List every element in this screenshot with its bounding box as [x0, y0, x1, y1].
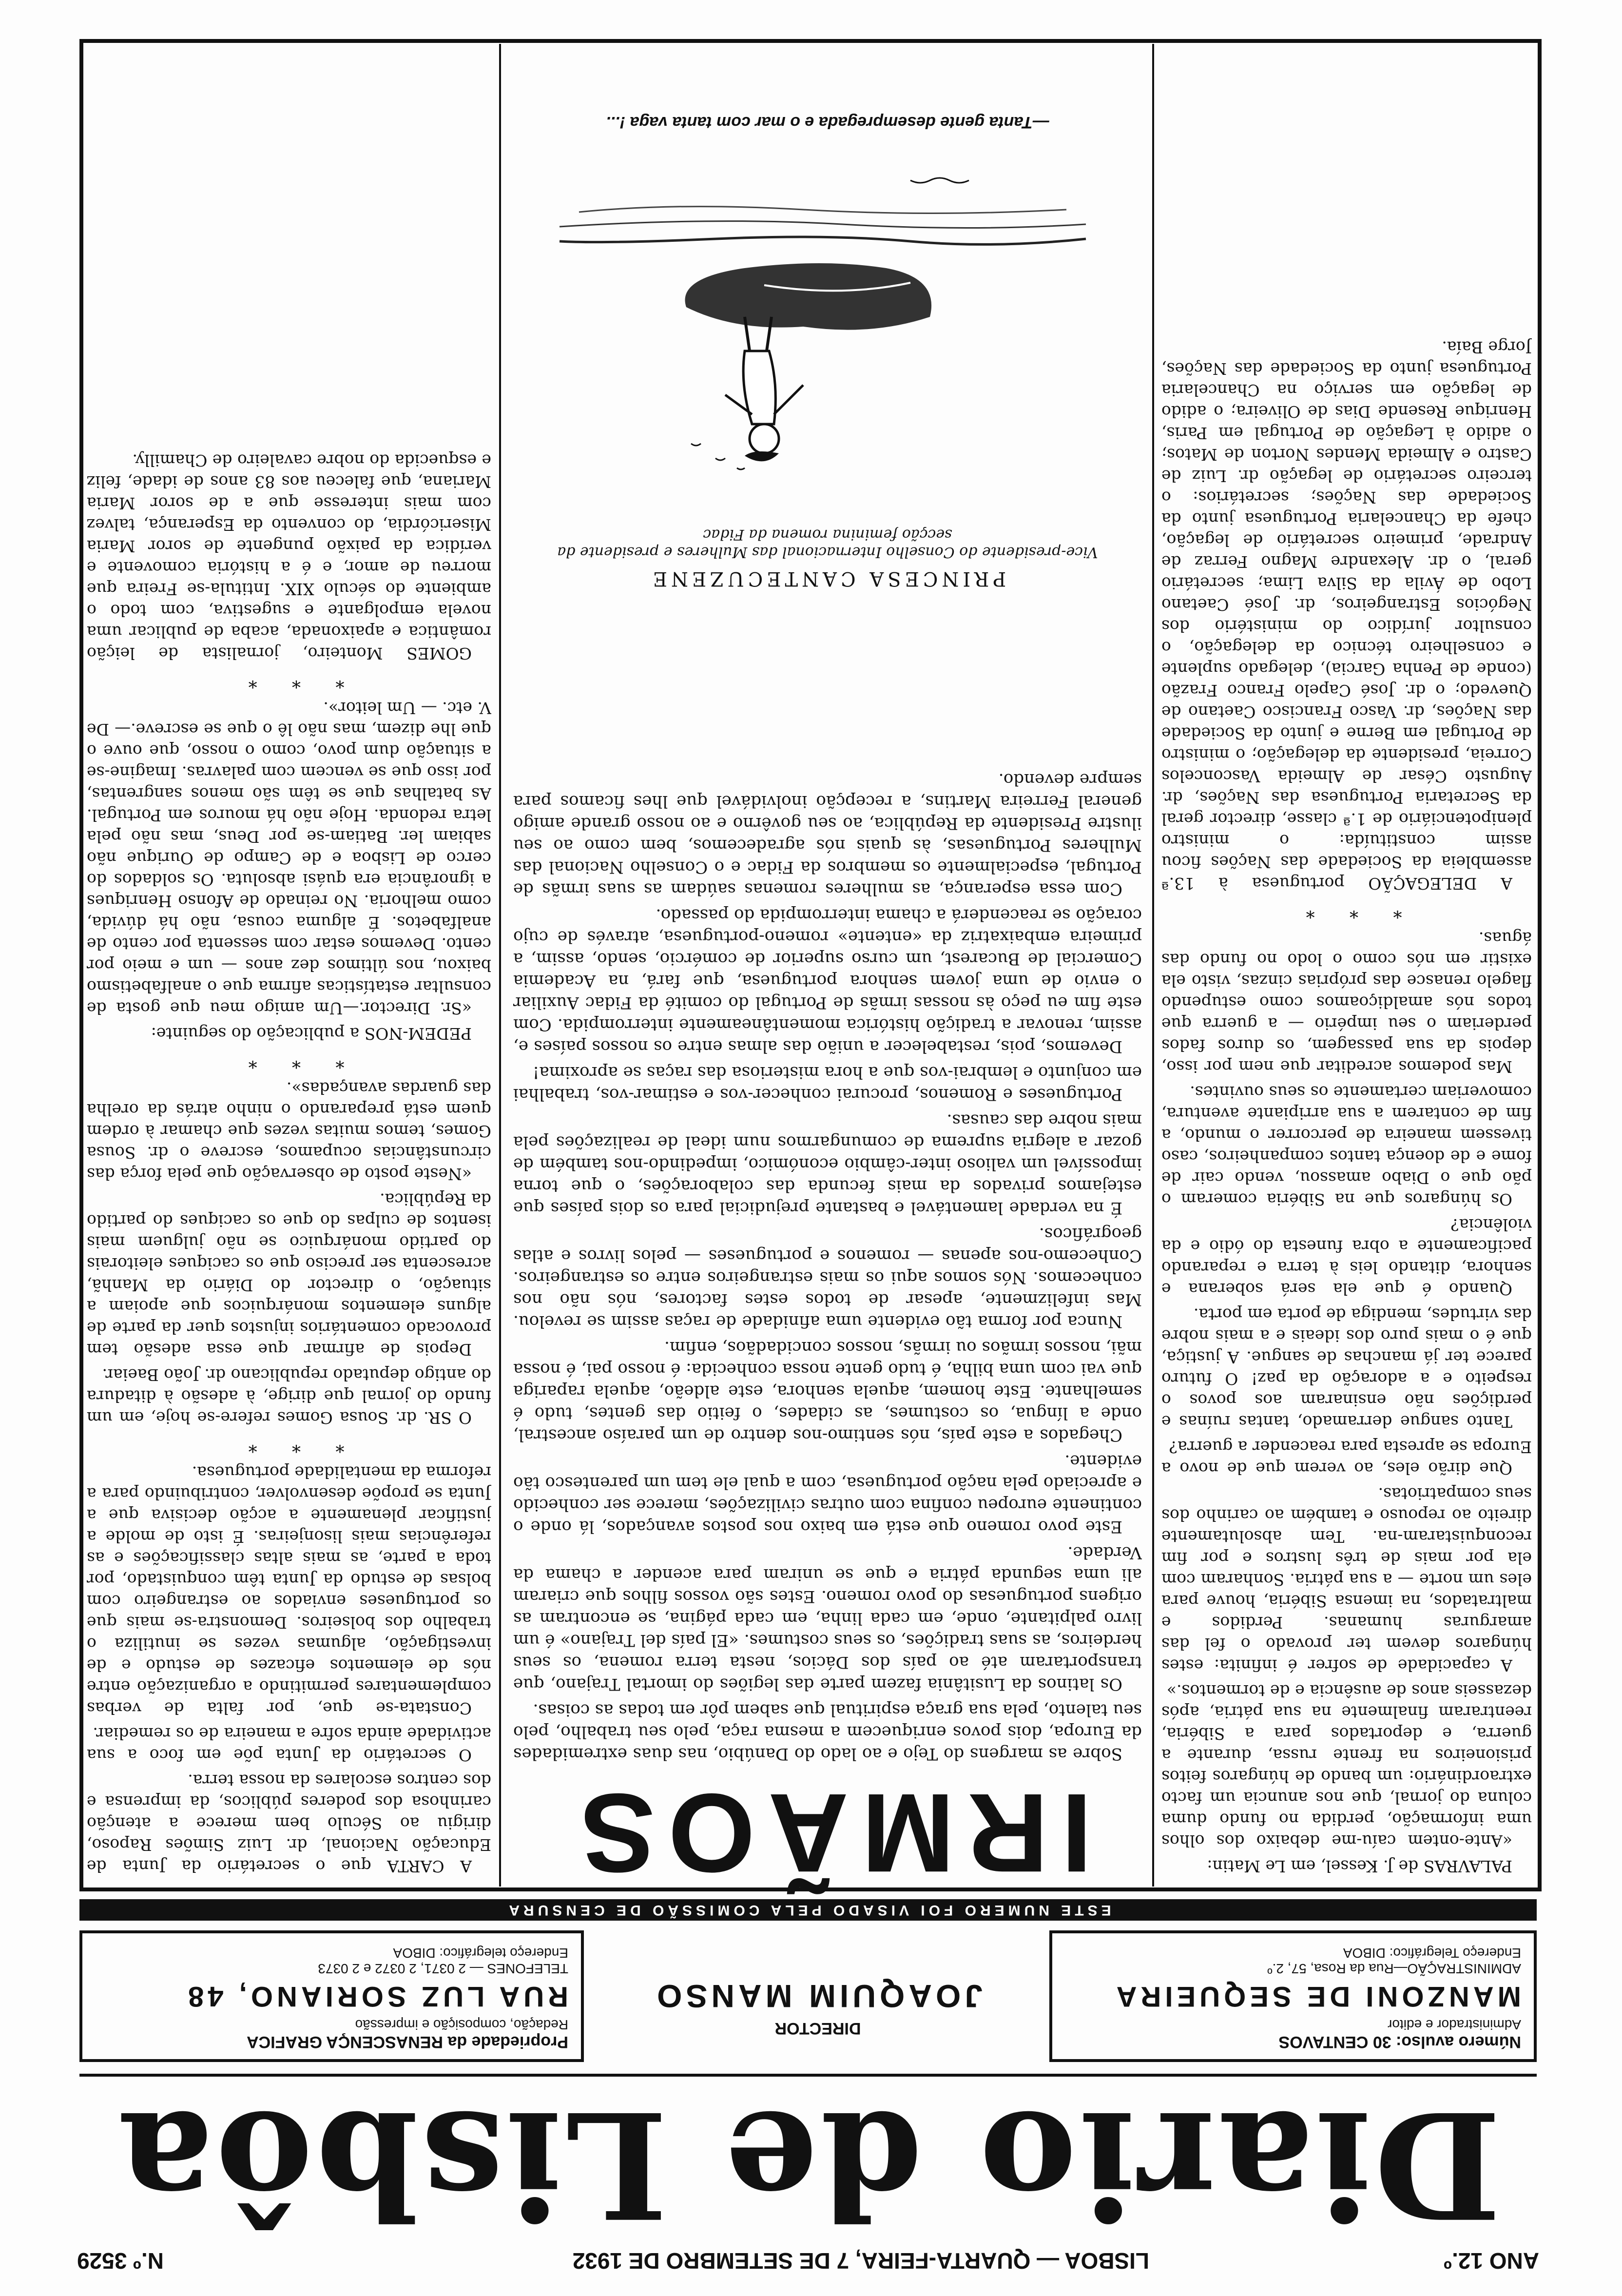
sousa-gomes-article: O SR. dr. Sousa Gomes refere-se hoje, em um fundo do jornal que dirige, à adesão à ditadura do antigo deputado republicano dr. João Baeiar.: [87, 1365, 491, 1427]
paragraph: É na verdade lamentável e bastante prejudicial para os dois países que estejamos privados da mais fecunda das colaborações, o que torna impossível um valioso inter-câmbio económico, impedindo-nos também de gozar a alegria suprema de comungarmos num ideal de realizações pela mais nobre das causas.: [513, 1110, 1142, 1218]
headline: IRMÃOS: [568, 1771, 1092, 1896]
kessel-quote: «Ante-ontem caíu-me debaixo dos olhos uma informação, perdida no fundo duma coluna do jornal, que nos anuncia um facto extraordinário: um bando de húngaros feitos prisioneiros na frente russa, durante a guerra, e deportados para a Sibéria, reentraram finalmente na sua pátria, após dezasseis anos de ausência e de tormentos.»: [1161, 1681, 1532, 1850]
director-name: JOAQUIM MANSO: [653, 1978, 983, 2014]
editor-name: MANZONI DE SEQUEIRA: [1112, 1981, 1521, 2012]
production-label: Redação, composição e impressão: [355, 2017, 568, 2032]
column-divider-right: [499, 44, 501, 1887]
paragraph: O secretário da Junta põe em foco a sua actividade ainda sofre a maneira de os remediar.: [87, 1724, 491, 1765]
book-review: GOMES Monteiro, jornalista de leição romântica e apaixonada, acaba de publicar uma novela empolgante e sugestiva, com todo o ambiente do século XIX. Intitula-se Freira que morreu de amor, e é a história comovente e verídica da paixão pungente de soror Maria Misericórdia, do convento da Esperança, talvez com mais interesse que a de soror Maria Mariana, que faleceu aos 83 anos de idade, feliz e esquecida do nobre cavaleiro de Chamilly.: [87, 451, 491, 663]
paragraph: Que dirão eles, ao verem que de novo a Europa se apresta para reacender a guerra?: [1161, 1438, 1532, 1478]
cartoon-illustration: [540, 132, 1115, 512]
paragraph: Mas podemos acreditar que nem por isso, depois da sua passagem, os duros fados perderiam o seu império — a guerra que todos nós amaldiçoamos como estupendo flagelo renasce das próprias cinzas, visto ela existir em nós como o lodo no fundo das águas.: [1161, 929, 1532, 1076]
press-address: RUA LUZ SORIANO, 48: [184, 1981, 568, 2012]
paragraph: Nunca por forma tão evidente uma afinidade de raças assim se revelou. Mas infelizmente, apesar de todos estes factores, nós não nos conhecemos. Nós somos aqui os mais estrangeiros entre os estrangeiros. Conhecemo-nos apenas — romenos e portugueses — pelos livros e atlas geográficos.: [513, 1224, 1142, 1331]
info-center-box: [599, 1930, 1037, 2062]
editor-label: Administrador e editor: [1388, 2017, 1521, 2032]
delegation-article: A DELEGAÇÃO portuguesa à 13.ª assembleia da Sociedade das Nações ficou assim constituída: o ministro plenipotenciário de 1.ª classe, director geral da Secretaria Portuguesa das Nações, dr. Augusto César de Almeida Vasconcelos Correia, presidente da delegação; o ministro de Portugal em Berne e junto da Sociedade das Nações, dr. Vasco Francisco Caetano de Quevedo; o dr. José Capelo Franco Frazão (conde de Penha Garcia), delegado suplente e conselheiro técnico da delegação, o consultor jurídico do ministério dos Negócios Estrangeiros, dr. José Caetano Lobo de Ávila da Silva Lima; secretário geral, o dr. Alexandre Magno Ferraz de Andrade, primeiro secretário de legação, chefe da Chancelaria Portuguesa junto da Sociedade das Nações; secretários: o terceiro secretário de legação dr. Luiz de Castro e Almeida Mendes Norton de Matos; o adido à Legação de Portugal em Paris, Henrique Resende Dias de Oliveira; o adido de legação em serviço na Chancelaria Portuguesa junto da Sociedade das Nações, Jorge Baía.: [1161, 338, 1532, 893]
signature-name: PRINCESA CANTECUZENE: [649, 567, 1006, 590]
paragraph: Tanto sangue derramado, tantas ruínas e perdições não ensinaram aos povos o respeito e a adoração da paz! O futuro parece ter já manchas de sangue. A justiça, que é o mais puro dos ideais e a mais nobre das virtudes, mendiga de porta em porta.: [1161, 1305, 1532, 1431]
paragraph: Quando é que ela será soberana e senhora, ditando leis à terra e reparando pacificamente a obra funesta do ódio e da violência?: [1161, 1215, 1532, 1299]
column-divider-left: [1152, 44, 1154, 1887]
admin-address: ADMINISTRAÇÃO—Rua da Rosa, 57, 2.º: [1267, 1961, 1521, 1976]
section-separator: * * *: [1291, 901, 1402, 921]
section-separator: * * *: [233, 1051, 345, 1071]
masthead-rule: [79, 2074, 1537, 2077]
paragraph: A capacidade de sofrer é infinita: estes húngaros devem ter provado o fel das amarguras humanas. Perdidos e maltratados, na imensa Sibéria, houve para eles um norte — a sua pátria. Sonharam com ela por mais de três lustros e por fim reconquistaram-na. Tem absolutamente direito ao repouso e também ao carinho dos seus compatriotas.: [1161, 1484, 1532, 1675]
issue-number: N.º 3529: [77, 2248, 164, 2274]
column-center: [513, 600, 1142, 1765]
owner-label: Propriedade da RENASCENÇA GRAFICA: [247, 2033, 568, 2051]
masthead-title: Diario de Lisbôa: [115, 2079, 1502, 2251]
telegraph-right: Endereço telegráfico: DIBOA: [393, 1946, 568, 1961]
signature-title: Vice-presidente do Conselho Internacional das Mulheres e presidente da secção feminina romena da Fidac: [557, 526, 1098, 561]
year-label: ANO 12.º: [1444, 2248, 1539, 2274]
director-label: DIRECTOR: [774, 2019, 861, 2038]
paragraph: Os húngaros que na Sibéria comeram o pão que o Diabo amassou, vendo cair de fome e de doença tantos companheiros, caso tivessem maneira de percorrer o mundo, a fim de contarem a sua arripiante aventura, comoveriam certamente os seus ouvintes.: [1161, 1083, 1532, 1209]
column-right: [87, 49, 491, 1877]
paragraph: Este povo romeno que está em baixo nos postos avançados, lá onde o continente europeu confina com outras civilizações, merece ser conhecido e apreciado pela nação portuguesa, com a qual ele tem um parentesco tão evidente.: [513, 1451, 1142, 1537]
paragraph: Constata-se que, por falta de verbas complementares permitindo a organização entre nós de elementos eficazes de estudo e de investigação, algumas vezes se inutiliza o trabalho dos bolseiros. Demonstra-se mais que os portugueses enviados ao estrangeiro com bolsas de estudo da Junta têm conquistado, por toda a parte, as mais altas classificações e as referências mais lisonjeiras. É isto de molde a justificar plenamente a acção decisiva que a Junta se propõe desenvolver, contribuindo para a reforma da mentalidade portuguesa.: [87, 1463, 491, 1718]
paragraph: Sobre as margens do Tejo e ao lado do Danúbio, nas duas extremidades da Europa, dois povos enriquecem a mesma raça, pelo seu trabalho, pelo seu talento, pela sua graça espiritual que sabem pôr em todas as coisas.: [513, 1700, 1142, 1764]
letter-intro: PEDEM-NOS a publicação do seguinte:: [151, 1024, 472, 1043]
junta-article: A CARTA que o secretário da Junta de Educação Nacional, dr. Luiz Simões Raposo, dirigiu ao Século bem merece a atenção carinhosa dos poderes públicos, da imprensa e dos centros escolares da nossa terra.: [87, 1771, 491, 1876]
place-date: LISBOA — QUARTA-FEIRA, 7 DE SETEMBRO DE 1932: [572, 2248, 1149, 2274]
paragraph: Devemos, pois, restabelecer a união das almas entre os nossos países e, assim, renovar a tradição histórica momentâneamente interrompida. Com este fim eu peço às nossas irmãs de Portugal do comité da Fidac Auxiliar o envio de uma jovem senhora portuguesa, que fará, na Academia Comercial de Bucarest, um curso superior de comércio, sendo, assim, a primeira embaixatriz da «entente» romeno-portuguesa, através de cujo coração se reacenderá a chama interrompida do passado.: [513, 905, 1142, 1056]
info-right-box: [79, 1930, 584, 2062]
censorship-notice: ESTE NUMERO FOI VISADO PELA COMISSÃO DE CENSURA: [79, 1899, 1537, 1921]
paragraph: «Neste posto de observação que pela força das circunstâncias ocupamos, escreve o dr. Sousa Gomes, temos muitas vezes que chamar à ordem quem está preparando o ninho atrás da orelha das guardas avançadas».: [87, 1079, 491, 1184]
letter-body: «Sr. Director.—Um amigo meu que gosta de consultar estatísticas afirma que o analfabetismo baixou, nos últimos dez anos — um e meio por cento. Devemos estar com sessenta por cento de analfabetos. É alguma cousa, não há dúvida, como melhoria. No reinado de Afonso Henriques a ignorância era quási absoluta. Os soldados do cerco de Lisboa e de Campo de Ourique não sabiam ler. Batiam-se por Deus, mas não pela letra redonda. Hoje não há mouros em Portugal. As batalhas que se têm são menos sangrentas, por isso que se vencem com palavras. Imagine-se a situação dum povo, como o nosso, que ouve o que lhe dizem, mas não lê o que se escreve.— De V. etc. — Um leitor».: [87, 699, 491, 1018]
telegraph-left: Endereço Telegráfico: DIBOA: [1343, 1946, 1521, 1961]
phones: TELEFONES — 2 0371, 2 0372 e 2 0373: [318, 1961, 568, 1976]
info-left-box: [1049, 1930, 1537, 2062]
section-separator: * * *: [233, 671, 345, 691]
price-label: Número avulso: 30 CENTAVOS: [1278, 2033, 1521, 2051]
paragraph: Com essa esperança, as mulheres romenas saúdam as suas irmãs de Portugal, especialmente os membros da Fidac e o Conselho Nacional das Mulheres Portuguesas, às quais nós agradecemos, bem como ao seu ilustre Presidente da República, ao seu govêrno e ao nosso grande amigo general Ferreira Martins, a recepção inolvidável que lhes ficamos para sempre devendo.: [513, 770, 1142, 899]
paragraph: Os latinos da Lusitânia fazem parte das legiões do imortal Trajano, que transportaram até ao país dos Dácios, nesta terra romena, os seus herdeiros, as suas tradições, os seus costumes. «El país del Trajano» é um livro palpitante, onde, em cada linha, em cada página, se encontram as origens portuguesas do povo romeno. Estes são vossos filhos que criaram ali uma segunda pátria e que se uniram para acender a chama da Verdade.: [513, 1543, 1142, 1694]
column-left: [1161, 49, 1532, 1877]
cartoon-caption: —Tanta gente desempregada e o mar com tanta vaga !...: [606, 113, 1049, 132]
paragraph: Depois de afirmar que essa adesão tem provocado comentários injustos quer da parte de alguns elementos monárquicos que apoiam a situação, o director do Diário da Manhã, acrescenta ser preciso que os caciques eleitorais do partido monárquico se não julguem mais isentos de culpas do que os caciques do partido da República.: [87, 1190, 491, 1359]
paragraph: Chegados a este país, nós sentimo-nos dentro de um paraíso ancestral, onde a língua, os costumes, as cidades, o feitio das gentes, tudo é semelhante. Este homem, aquela senhora, este aldeão, aquela rapariga que vai com uma bilha, é tudo gente nossa conhecida: é nosso pai, é nossa mãi, nossos irmãos ou irmãs, nossos concidadãos, enfim.: [513, 1338, 1142, 1445]
section-separator: * * *: [233, 1435, 345, 1455]
paragraph: Portugueses e Romenos, procurai conhecer-vos e estimar-vos, trabalhai em conjunto e lembrai-vos que a hora misteriosa das raças se aproxima!: [513, 1063, 1142, 1104]
kessel-intro: PALAVRAS de J. Kessel, em Le Matin:: [1207, 1857, 1512, 1876]
